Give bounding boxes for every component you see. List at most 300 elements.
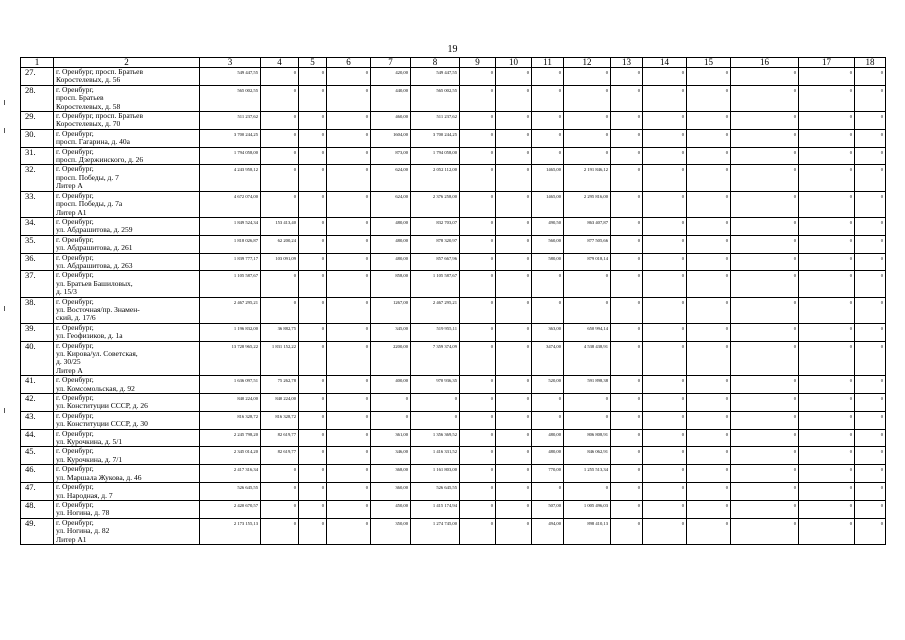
value-cell-col-16: 0 <box>731 341 799 376</box>
value-cell-col-9: 0 <box>460 271 496 297</box>
value-cell-col-9: 0 <box>460 376 496 394</box>
value-cell-col-8: 1 794 058,00 <box>411 147 460 165</box>
row-number: 46. <box>21 465 54 483</box>
value-cell-col-8: 878 320,97 <box>411 235 460 253</box>
value-cell-col-10: 0 <box>496 297 532 323</box>
value-cell-col-12: 0 <box>564 147 611 165</box>
value-cell-col-3: 3 700 244,25 <box>200 129 261 147</box>
address-line: Коростелевых, д. 58 <box>56 101 121 111</box>
address-line: г. Оренбург, <box>56 411 94 420</box>
row-number: 35. <box>21 235 54 253</box>
value-cell-col-16: 0 <box>731 68 799 86</box>
address-line: ул. Конституции СССР, д. 26 <box>56 401 148 411</box>
value-cell-col-15: 0 <box>687 191 731 217</box>
value-cell-col-15: 0 <box>687 483 731 501</box>
table-row <box>21 191 886 217</box>
value-cell-col-5: 0 <box>299 129 327 147</box>
value-cell-col-16: 0 <box>731 129 799 147</box>
value-cell-col-4: 153 413,40 <box>261 217 299 235</box>
value-cell-col-9: 0 <box>460 500 496 518</box>
value-cell-col-3: 2 417 316,34 <box>200 465 261 483</box>
column-header-8: 8 <box>411 58 460 68</box>
value-cell-col-8: 1 161 803,00 <box>411 465 460 483</box>
value-cell-col-3: 1 839 777,17 <box>200 253 261 271</box>
value-cell-col-15: 0 <box>687 235 731 253</box>
address-cell <box>54 271 200 297</box>
value-cell-col-5: 0 <box>299 465 327 483</box>
value-cell-col-3: 565 002,55 <box>200 85 261 111</box>
value-cell-col-5: 0 <box>299 483 327 501</box>
row-number: 41. <box>21 376 54 394</box>
value-cell-col-9: 0 <box>460 112 496 130</box>
value-cell-col-6: 0 <box>327 323 371 341</box>
value-cell-col-9: 0 <box>460 129 496 147</box>
value-cell-col-12: 1 255 513,34 <box>564 465 611 483</box>
value-cell-col-8: 1 274 745,00 <box>411 518 460 544</box>
value-cell-col-13: 0 <box>611 271 643 297</box>
address-line: Коростелевых, д. 56 <box>56 75 121 85</box>
value-cell-col-16: 0 <box>731 447 799 465</box>
address-line: г. Оренбург, <box>56 253 94 262</box>
value-cell-col-11: 0 <box>532 394 564 412</box>
table-row <box>21 217 886 235</box>
address-line: ул. Народная, д. 7 <box>56 490 113 500</box>
table-row <box>21 411 886 429</box>
value-cell-col-8: 1 105 587,67 <box>411 271 460 297</box>
value-cell-col-15: 0 <box>687 429 731 447</box>
value-cell-col-8: 519 955,11 <box>411 323 460 341</box>
address-cell <box>54 323 200 341</box>
value-cell-col-17: 0 <box>799 191 855 217</box>
value-cell-col-11: 560,00 <box>532 235 564 253</box>
value-cell-col-3: 2 467 295,21 <box>200 297 261 323</box>
value-cell-col-7: 624,00 <box>371 191 411 217</box>
address-cell <box>54 129 200 147</box>
value-cell-col-5: 0 <box>299 85 327 111</box>
address-line: г. Оренбург, <box>56 129 94 138</box>
value-cell-col-5: 0 <box>299 68 327 86</box>
value-cell-col-18: 0 <box>855 518 886 544</box>
value-cell-col-11: 0 <box>532 483 564 501</box>
value-cell-col-4: 103 091,09 <box>261 253 299 271</box>
value-cell-col-13: 0 <box>611 411 643 429</box>
value-cell-col-8: 7 359 374,09 <box>411 341 460 376</box>
value-cell-col-14: 0 <box>643 217 687 235</box>
value-cell-col-7: 480,00 <box>371 235 411 253</box>
value-cell-col-6: 0 <box>327 165 371 191</box>
value-cell-col-14: 0 <box>643 411 687 429</box>
value-cell-col-18: 0 <box>855 129 886 147</box>
value-cell-col-18: 0 <box>855 85 886 111</box>
value-cell-col-16: 0 <box>731 235 799 253</box>
table-row <box>21 235 886 253</box>
value-cell-col-8: 2 052 112,00 <box>411 165 460 191</box>
value-cell-col-4: 0 <box>261 68 299 86</box>
value-cell-col-15: 0 <box>687 323 731 341</box>
value-cell-col-6: 0 <box>327 68 371 86</box>
value-cell-col-5: 0 <box>299 323 327 341</box>
address-line: д. 15/3 <box>56 287 77 297</box>
address-cell <box>54 518 200 544</box>
column-header-17: 17 <box>799 58 855 68</box>
value-cell-col-14: 0 <box>643 191 687 217</box>
value-cell-col-11: 480,00 <box>532 447 564 465</box>
address-cell <box>54 147 200 165</box>
value-cell-col-17: 0 <box>799 129 855 147</box>
value-cell-col-18: 0 <box>855 217 886 235</box>
column-header-7: 7 <box>371 58 411 68</box>
value-cell-col-3: 526 645,55 <box>200 483 261 501</box>
column-header-5: 5 <box>299 58 327 68</box>
address-cell <box>54 500 200 518</box>
value-cell-col-9: 0 <box>460 165 496 191</box>
value-cell-col-10: 0 <box>496 323 532 341</box>
value-cell-col-15: 0 <box>687 68 731 86</box>
value-cell-col-9: 0 <box>460 85 496 111</box>
value-cell-col-4: 0 <box>261 112 299 130</box>
value-cell-col-8: 526 645,55 <box>411 483 460 501</box>
value-cell-col-9: 0 <box>460 297 496 323</box>
value-cell-col-6: 0 <box>327 217 371 235</box>
value-cell-col-11: 1465,00 <box>532 165 564 191</box>
address-line: ул. Абдрашитова, д. 259 <box>56 225 133 235</box>
value-cell-col-6: 0 <box>327 271 371 297</box>
row-number: 32. <box>21 165 54 191</box>
column-header-6: 6 <box>327 58 371 68</box>
value-cell-col-13: 0 <box>611 518 643 544</box>
value-cell-col-18: 0 <box>855 271 886 297</box>
value-cell-col-12: 0 <box>564 411 611 429</box>
value-cell-col-16: 0 <box>731 147 799 165</box>
value-cell-col-5: 0 <box>299 271 327 297</box>
value-cell-col-13: 0 <box>611 447 643 465</box>
value-cell-col-3: 4 672 074,00 <box>200 191 261 217</box>
value-cell-col-13: 0 <box>611 85 643 111</box>
value-cell-col-13: 0 <box>611 297 643 323</box>
table-row <box>21 394 886 412</box>
value-cell-col-13: 0 <box>611 429 643 447</box>
value-cell-col-18: 0 <box>855 191 886 217</box>
margin-mark <box>4 100 5 105</box>
value-cell-col-10: 0 <box>496 235 532 253</box>
address-cell <box>54 411 200 429</box>
table-row <box>21 253 886 271</box>
value-cell-col-16: 0 <box>731 191 799 217</box>
address-line: г. Оренбург, <box>56 297 94 306</box>
value-cell-col-11: 0 <box>532 411 564 429</box>
value-cell-col-12: 591 898,38 <box>564 376 611 394</box>
value-cell-col-12: 0 <box>564 129 611 147</box>
value-cell-col-8: 832 703,07 <box>411 217 460 235</box>
table-row <box>21 500 886 518</box>
value-cell-col-7: 450,00 <box>371 500 411 518</box>
value-cell-col-12: 863 407,87 <box>564 217 611 235</box>
column-header-3: 3 <box>200 58 261 68</box>
value-cell-col-11: 0 <box>532 112 564 130</box>
value-cell-col-3: 2 173 155,13 <box>200 518 261 544</box>
address-line: просп. Победы, д. 7а <box>56 199 123 209</box>
value-cell-col-18: 0 <box>855 411 886 429</box>
value-cell-col-7: 480,00 <box>371 253 411 271</box>
address-line: д. 30/25 <box>56 357 81 367</box>
value-cell-col-17: 0 <box>799 500 855 518</box>
value-cell-col-5: 0 <box>299 217 327 235</box>
address-line: ул. Восточная/пр. Знамен- <box>56 304 140 314</box>
value-cell-col-9: 0 <box>460 68 496 86</box>
value-cell-col-14: 0 <box>643 376 687 394</box>
address-cell <box>54 447 200 465</box>
value-cell-col-12: 0 <box>564 271 611 297</box>
value-cell-col-5: 0 <box>299 429 327 447</box>
value-cell-col-14: 0 <box>643 500 687 518</box>
value-cell-col-12: 4 538 438,91 <box>564 341 611 376</box>
address-line: г. Оренбург, просп. Братьев <box>56 111 144 121</box>
value-cell-col-9: 0 <box>460 147 496 165</box>
value-cell-col-11: 0 <box>532 297 564 323</box>
row-number: 34. <box>21 217 54 235</box>
address-line: ул. Маршала Жукова, д. 46 <box>56 472 142 482</box>
value-cell-col-14: 0 <box>643 235 687 253</box>
address-line: г. Оренбург, <box>56 518 94 527</box>
value-cell-col-14: 0 <box>643 85 687 111</box>
value-cell-col-18: 0 <box>855 376 886 394</box>
value-cell-col-11: 363,00 <box>532 323 564 341</box>
value-cell-col-9: 0 <box>460 411 496 429</box>
address-line: г. Оренбург, <box>56 217 94 226</box>
value-cell-col-16: 0 <box>731 271 799 297</box>
value-cell-col-3: 13 728 965,22 <box>200 341 261 376</box>
column-header-10: 10 <box>496 58 532 68</box>
value-cell-col-13: 0 <box>611 68 643 86</box>
value-cell-col-6: 0 <box>327 429 371 447</box>
value-cell-col-14: 0 <box>643 147 687 165</box>
value-cell-col-18: 0 <box>855 447 886 465</box>
value-cell-col-7: 624,00 <box>371 165 411 191</box>
value-cell-col-12: 806 808,91 <box>564 429 611 447</box>
value-cell-col-3: 1 818 026,87 <box>200 235 261 253</box>
value-cell-col-5: 0 <box>299 112 327 130</box>
address-line: Литер А1 <box>56 207 87 217</box>
value-cell-col-12: 650 994,14 <box>564 323 611 341</box>
value-cell-col-4: 82 619,77 <box>261 447 299 465</box>
value-cell-col-4: 1 831 152,22 <box>261 341 299 376</box>
value-cell-col-5: 0 <box>299 447 327 465</box>
value-cell-col-3: 1 196 832,00 <box>200 323 261 341</box>
address-line: г. Оренбург, <box>56 235 94 244</box>
value-cell-col-10: 0 <box>496 253 532 271</box>
value-cell-col-8: 549 447,55 <box>411 68 460 86</box>
value-cell-col-7: 0 <box>371 394 411 412</box>
column-header-13: 13 <box>611 58 643 68</box>
address-cell <box>54 465 200 483</box>
value-cell-col-15: 0 <box>687 465 731 483</box>
address-cell <box>54 253 200 271</box>
table-row <box>21 129 886 147</box>
value-cell-col-14: 0 <box>643 271 687 297</box>
value-cell-col-9: 0 <box>460 235 496 253</box>
value-cell-col-9: 0 <box>460 447 496 465</box>
value-cell-col-3: 840 224,00 <box>200 394 261 412</box>
value-cell-col-7: 0 <box>371 411 411 429</box>
value-cell-col-13: 0 <box>611 323 643 341</box>
address-line: ул. Геофизиков, д. 1а <box>56 331 123 341</box>
row-number: 38. <box>21 297 54 323</box>
value-cell-col-5: 0 <box>299 297 327 323</box>
value-cell-col-10: 0 <box>496 465 532 483</box>
row-number: 31. <box>21 147 54 165</box>
address-line: ул. Курочкина, д. 7/1 <box>56 454 123 464</box>
value-cell-col-10: 0 <box>496 394 532 412</box>
value-cell-col-7: 346,00 <box>371 447 411 465</box>
value-cell-col-18: 0 <box>855 235 886 253</box>
value-cell-col-16: 0 <box>731 411 799 429</box>
value-cell-col-14: 0 <box>643 129 687 147</box>
value-cell-col-4: 0 <box>261 147 299 165</box>
column-header-12: 12 <box>564 58 611 68</box>
row-number: 40. <box>21 341 54 376</box>
value-cell-col-12: 2 191 846,12 <box>564 165 611 191</box>
column-header-9: 9 <box>460 58 496 68</box>
value-cell-col-14: 0 <box>643 341 687 376</box>
value-cell-col-3: 2 245 798,20 <box>200 429 261 447</box>
value-cell-col-7: 440,00 <box>371 85 411 111</box>
value-cell-col-18: 0 <box>855 429 886 447</box>
value-cell-col-16: 0 <box>731 518 799 544</box>
value-cell-col-16: 0 <box>731 85 799 111</box>
value-cell-col-12: 898 410,13 <box>564 518 611 544</box>
value-cell-col-15: 0 <box>687 112 731 130</box>
value-cell-col-9: 0 <box>460 429 496 447</box>
table-row <box>21 376 886 394</box>
table-row <box>21 483 886 501</box>
value-cell-col-14: 0 <box>643 165 687 191</box>
address-line: ул. Братьев Башиловых, <box>56 278 133 288</box>
table-row <box>21 341 886 376</box>
value-cell-col-5: 0 <box>299 341 327 376</box>
row-number: 44. <box>21 429 54 447</box>
address-cell <box>54 191 200 217</box>
value-cell-col-15: 0 <box>687 147 731 165</box>
value-cell-col-16: 0 <box>731 376 799 394</box>
value-cell-col-16: 0 <box>731 465 799 483</box>
value-cell-col-9: 0 <box>460 483 496 501</box>
value-cell-col-5: 0 <box>299 147 327 165</box>
value-cell-col-9: 0 <box>460 191 496 217</box>
address-line: ул. Ногина, д. 78 <box>56 508 110 518</box>
value-cell-col-4: 0 <box>261 191 299 217</box>
value-cell-col-17: 0 <box>799 297 855 323</box>
value-cell-col-17: 0 <box>799 217 855 235</box>
value-cell-col-5: 0 <box>299 235 327 253</box>
value-cell-col-6: 0 <box>327 129 371 147</box>
value-cell-col-9: 0 <box>460 465 496 483</box>
value-cell-col-18: 0 <box>855 253 886 271</box>
value-cell-col-11: 0 <box>532 129 564 147</box>
value-cell-col-10: 0 <box>496 271 532 297</box>
value-cell-col-14: 0 <box>643 483 687 501</box>
value-cell-col-16: 0 <box>731 394 799 412</box>
address-line: ул. Ногина, д. 82 <box>56 526 110 536</box>
value-cell-col-13: 0 <box>611 129 643 147</box>
address-line: г. Оренбург, <box>56 429 94 438</box>
value-cell-col-4: 0 <box>261 85 299 111</box>
value-cell-col-14: 0 <box>643 112 687 130</box>
value-cell-col-10: 0 <box>496 376 532 394</box>
value-cell-col-3: 4 243 958,12 <box>200 165 261 191</box>
value-cell-col-16: 0 <box>731 112 799 130</box>
value-cell-col-6: 0 <box>327 297 371 323</box>
value-cell-col-9: 0 <box>460 323 496 341</box>
value-cell-col-9: 0 <box>460 341 496 376</box>
value-cell-col-5: 0 <box>299 165 327 191</box>
address-line: г. Оренбург, <box>56 482 94 492</box>
value-cell-col-17: 0 <box>799 518 855 544</box>
row-number: 29. <box>21 112 54 130</box>
address-line: просп. Победы, д. 7 <box>56 172 119 182</box>
value-cell-col-7: 460,00 <box>371 112 411 130</box>
column-header-14: 14 <box>643 58 687 68</box>
value-cell-col-15: 0 <box>687 447 731 465</box>
header-row <box>21 58 886 68</box>
value-cell-col-3: 549 447,55 <box>200 68 261 86</box>
value-cell-col-7: 400,00 <box>371 376 411 394</box>
address-cell <box>54 341 200 376</box>
address-line: г. Оренбург, <box>56 393 94 403</box>
table-row <box>21 518 886 544</box>
address-line: ул. Абдрашитова, д. 261 <box>56 243 133 253</box>
value-cell-col-10: 0 <box>496 518 532 544</box>
value-cell-col-17: 0 <box>799 411 855 429</box>
value-cell-col-4: 75 262,78 <box>261 376 299 394</box>
value-cell-col-3: 1 105 587,67 <box>200 271 261 297</box>
value-cell-col-6: 0 <box>327 411 371 429</box>
value-cell-col-3: 2 345 014,20 <box>200 447 261 465</box>
value-cell-col-8: 1 415 174,94 <box>411 500 460 518</box>
value-cell-col-4: 0 <box>261 165 299 191</box>
value-cell-col-14: 0 <box>643 429 687 447</box>
value-cell-col-16: 0 <box>731 483 799 501</box>
value-cell-col-11: 494,00 <box>532 518 564 544</box>
value-cell-col-13: 0 <box>611 165 643 191</box>
value-cell-col-8: 2 467 295,21 <box>411 297 460 323</box>
row-number: 33. <box>21 191 54 217</box>
value-cell-col-6: 0 <box>327 147 371 165</box>
value-cell-col-17: 0 <box>799 429 855 447</box>
value-cell-col-18: 0 <box>855 68 886 86</box>
address-line: г. Оренбург, <box>56 446 94 456</box>
value-cell-col-10: 0 <box>496 68 532 86</box>
value-cell-col-17: 0 <box>799 465 855 483</box>
value-cell-col-10: 0 <box>496 447 532 465</box>
value-cell-col-8: 0 <box>411 411 460 429</box>
value-cell-col-11: 480,00 <box>532 429 564 447</box>
value-cell-col-5: 0 <box>299 518 327 544</box>
value-cell-col-18: 0 <box>855 112 886 130</box>
address-line: г. Оренбург, <box>56 270 94 280</box>
value-cell-col-10: 0 <box>496 500 532 518</box>
value-cell-col-13: 0 <box>611 483 643 501</box>
column-header-18: 18 <box>855 58 886 68</box>
value-cell-col-16: 0 <box>731 323 799 341</box>
address-line: г. Оренбург, <box>56 85 94 94</box>
value-cell-col-17: 0 <box>799 165 855 191</box>
value-cell-col-7: 361,00 <box>371 429 411 447</box>
value-cell-col-12: 0 <box>564 297 611 323</box>
column-header-2: 2 <box>54 58 200 68</box>
value-cell-col-13: 0 <box>611 191 643 217</box>
value-cell-col-11: 0 <box>532 271 564 297</box>
address-line: просп. Гагарина, д. 40а <box>56 137 130 147</box>
